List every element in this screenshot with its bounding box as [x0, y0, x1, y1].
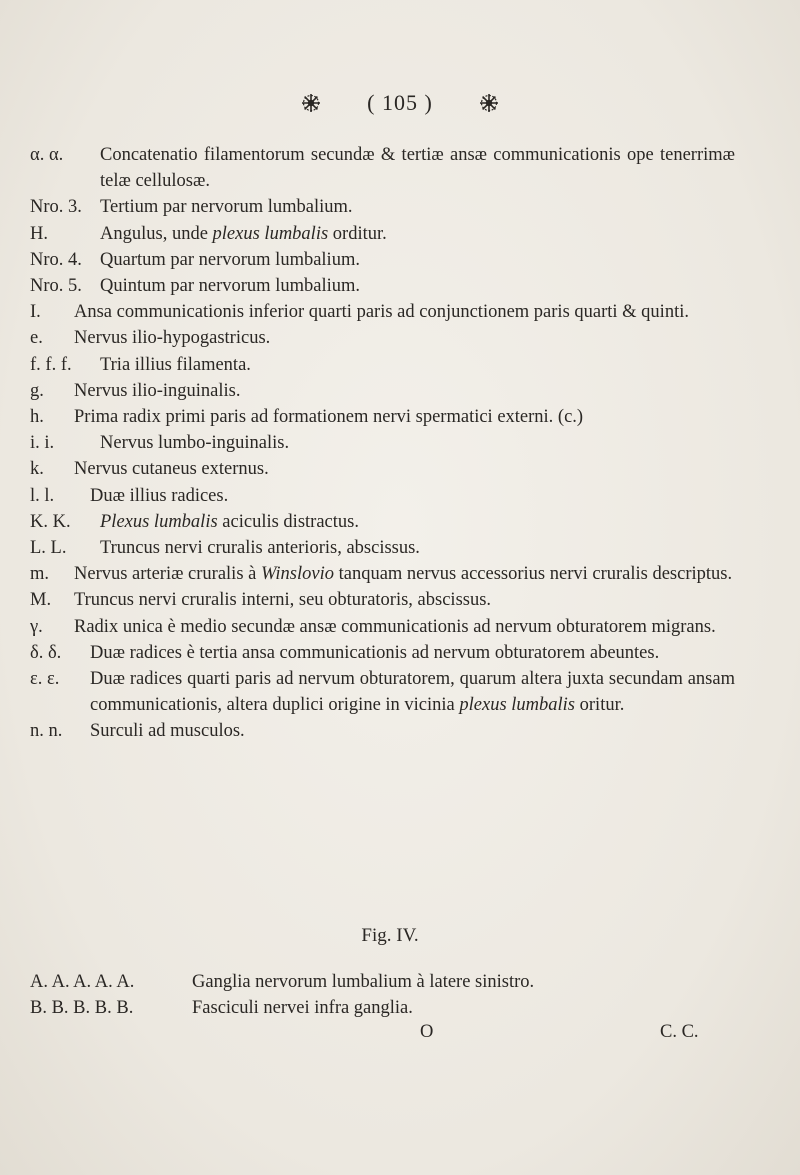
item-label: i. i. — [30, 433, 55, 454]
list-item — [30, 483, 735, 509]
item-label: Nro. 4. — [30, 249, 82, 270]
list-item — [30, 273, 735, 299]
page-header — [0, 88, 800, 116]
item-label: γ. — [30, 616, 43, 637]
item-text: Quartum par nervorum lumbalium. — [100, 249, 360, 270]
item-text-group — [100, 221, 735, 247]
item-text: Quintum par nervorum lumbalium. — [100, 276, 360, 297]
list-item — [30, 509, 735, 535]
item-label: α. α. — [30, 145, 64, 165]
list-item — [30, 535, 735, 561]
item-label: Nro. 5. — [30, 276, 82, 297]
item-label: Nro. 3. — [30, 197, 82, 218]
legend-list — [30, 142, 735, 745]
list-item — [30, 666, 735, 718]
item-label: f. f. f. — [30, 354, 72, 375]
item-label: I. — [30, 302, 41, 323]
item-text: Angulus, unde — [100, 223, 208, 244]
catchword: C. C. — [660, 1022, 699, 1042]
item-label: H. — [30, 223, 48, 244]
item-label: ε. ε. — [30, 669, 60, 690]
item-text-group — [100, 509, 735, 535]
item-text-after: orditur. — [332, 223, 387, 244]
item-label: K. K. — [30, 511, 71, 532]
item-italic: plexus lumbalis — [459, 695, 576, 716]
item-label: e. — [30, 328, 43, 349]
item-label: M. — [30, 590, 52, 611]
item-text: Truncus nervi cruralis anterioris, abscissus. — [100, 538, 420, 559]
item-text: Duæ radices quarti paris ad nervum obturatorem, quarum altera juxta secundam ansam communicationis, altera duplici origine in vicinia — [90, 669, 735, 716]
item-italic: Winslovio — [260, 564, 334, 585]
item-label: L. L. — [30, 538, 67, 559]
item-text: Nervus ilio-inguinalis. — [74, 380, 241, 401]
item-label: g. — [30, 380, 44, 401]
item-text: Nervus cutaneus externus. — [74, 459, 269, 480]
list-item — [30, 378, 735, 404]
figure-legend-list — [30, 969, 735, 1021]
list-item — [30, 352, 735, 378]
item-text: Fasciculi nervei infra ganglia. — [192, 998, 413, 1019]
item-text-group — [74, 561, 735, 587]
item-text: Nervus lumbo-inguinalis. — [100, 433, 290, 454]
item-label: B. B. B. B. B. — [30, 998, 134, 1019]
list-item — [30, 247, 735, 273]
list-item — [30, 430, 735, 456]
item-text-after: oritur. — [579, 695, 625, 716]
list-item — [30, 718, 735, 744]
item-label: h. — [30, 407, 44, 428]
signature-mark: O — [420, 1022, 434, 1042]
list-item — [30, 221, 735, 247]
item-label: δ. δ. — [30, 642, 62, 663]
item-text: Nervus arteriæ cruralis à — [74, 564, 257, 585]
item-text: Duæ illius radices. — [90, 485, 229, 506]
item-text: Tria illius filamenta. — [100, 354, 251, 375]
item-label: k. — [30, 459, 44, 480]
item-text: Tertium par nervorum lumbalium. — [100, 197, 353, 218]
item-text: Ansa communicationis inferior quarti paris ad conjunctionem paris quarti & quinti. — [74, 302, 689, 323]
list-item — [30, 404, 735, 430]
item-text: Truncus nervi cruralis interni, seu obturatoris, abscissus. — [74, 590, 492, 611]
item-label: n. n. — [30, 721, 63, 742]
list-item — [30, 561, 735, 587]
item-text-after: aciculis distractus. — [222, 511, 359, 532]
item-text-group — [90, 666, 735, 718]
item-label: l. l. — [30, 485, 55, 506]
item-italic: Plexus lumbalis — [100, 511, 218, 532]
item-label: A. A. A. A. A. — [30, 972, 135, 992]
item-text-after: tanquam nervus accessorius nervi cruralis descriptus. — [338, 564, 733, 585]
item-text: Concatenatio filamentorum secundæ & tertiæ ansæ communicationis ope tenerrimæ telæ cellulosæ. — [100, 145, 735, 192]
figure-title: Fig. IV. — [361, 925, 419, 946]
fleuron-left-icon — [301, 93, 321, 113]
item-text: Duæ radices è tertia ansa communicationis ad nervum obturatorem abeuntes. — [90, 642, 660, 663]
item-text: Ganglia nervorum lumbalium à latere sinistro. — [192, 972, 535, 992]
list-item — [30, 194, 735, 220]
list-item — [30, 587, 735, 613]
list-item — [30, 325, 735, 351]
item-italic: plexus lumbalis — [212, 223, 329, 244]
item-label: m. — [30, 564, 50, 585]
list-item — [30, 969, 735, 995]
item-text: Nervus ilio-hypogastricus. — [74, 328, 271, 349]
item-text: Surculi ad musculos. — [90, 721, 245, 742]
item-text: Radix unica è medio secundæ ansæ communicationis ad nervum obturatorem migrans. — [74, 616, 716, 637]
fleuron-right-icon — [479, 93, 499, 113]
list-item — [30, 614, 735, 640]
list-item — [30, 142, 735, 194]
list-item — [30, 456, 735, 482]
list-item — [30, 995, 735, 1021]
list-item — [30, 299, 735, 325]
page-number: ( 105 ) — [367, 89, 433, 115]
list-item — [30, 640, 735, 666]
item-text: Prima radix primi paris ad formationem nervi spermatici externi. (c.) — [74, 407, 584, 428]
